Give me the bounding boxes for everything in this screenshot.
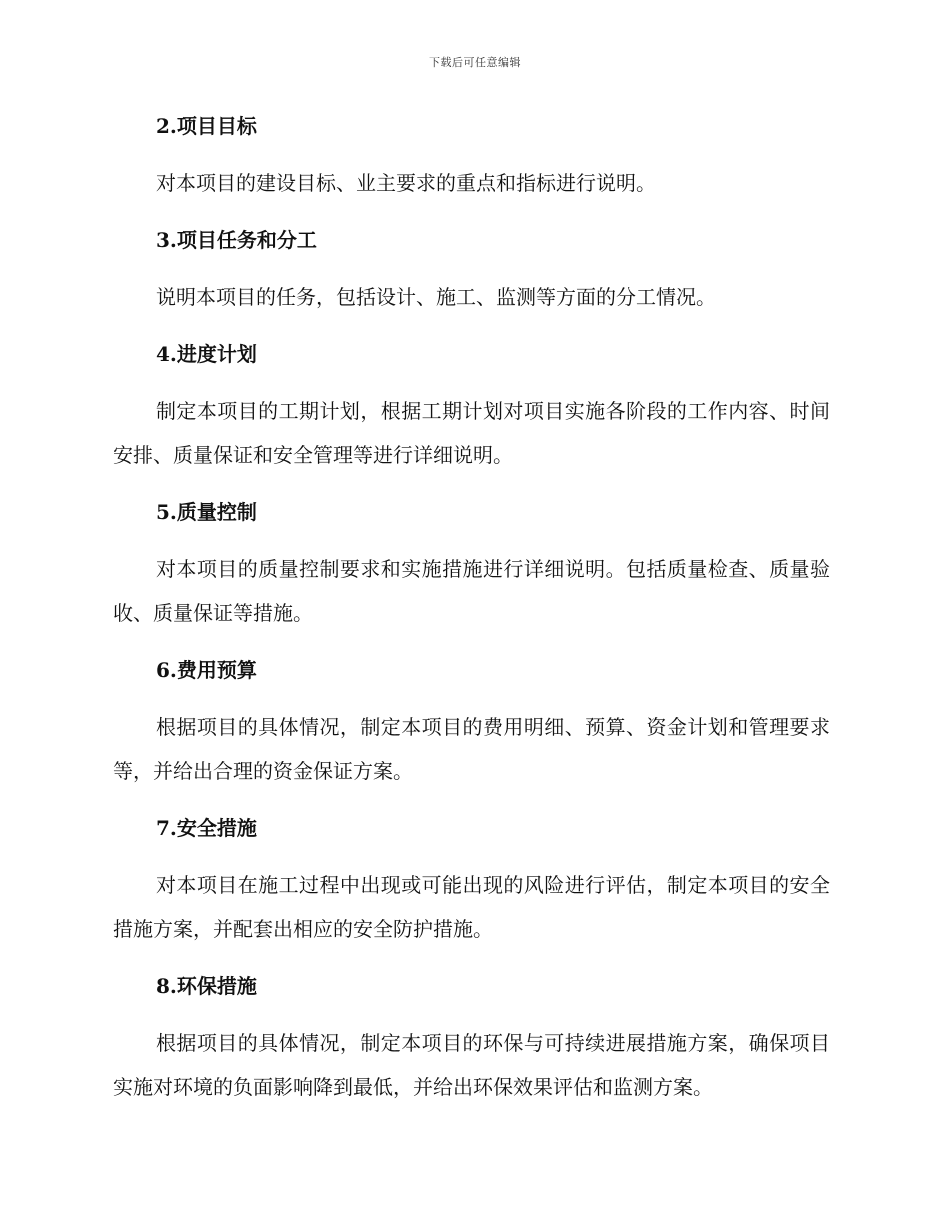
section-paragraph: 对本项目的质量控制要求和实施措施进行详细说明。包括质量检查、质量验收、质量保证等措施。 (113, 557, 830, 625)
section-paragraph: 对本项目的建设目标、业主要求的重点和指标进行说明。 (156, 171, 656, 195)
section-heading: 3.项目任务和分工 (156, 228, 317, 252)
section-heading: 2.项目目标 (156, 114, 257, 138)
section (113, 808, 830, 951)
section-paragraph: 对本项目在施工过程中出现或可能出现的风险进行评估，制定本项目的安全措施方案，并配套出相应的安全防护措施。 (113, 873, 830, 941)
section-paragraph: 制定本项目的工期计划，根据工期计划对项目实施各阶段的工作内容、时间安排、质量保证和安全管理等进行详细说明。 (113, 399, 830, 467)
section-paragraph: 根据项目的具体情况，制定本项目的环保与可持续进展措施方案，确保项目实施对环境的负面影响降到最低，并给出环保效果评估和监测方案。 (113, 1031, 830, 1099)
section (113, 966, 830, 1109)
section (113, 220, 830, 319)
page-header: 下载后可任意编辑 (429, 56, 521, 69)
document-body (113, 106, 830, 1124)
section-heading: 4.进度计划 (156, 342, 257, 366)
section-paragraph: 根据项目的具体情况，制定本项目的费用明细、预算、资金计划和管理要求等，并给出合理的资金保证方案。 (113, 715, 830, 783)
section (113, 334, 830, 477)
section-heading: 6.费用预算 (156, 658, 257, 682)
section-heading: 7.安全措施 (156, 816, 257, 840)
section-heading: 5.质量控制 (156, 500, 257, 524)
section (113, 106, 830, 205)
section (113, 492, 830, 635)
section-paragraph: 说明本项目的任务，包括设计、施工、监测等方面的分工情况。 (156, 285, 716, 309)
section (113, 650, 830, 793)
section-heading: 8.环保措施 (156, 974, 257, 998)
